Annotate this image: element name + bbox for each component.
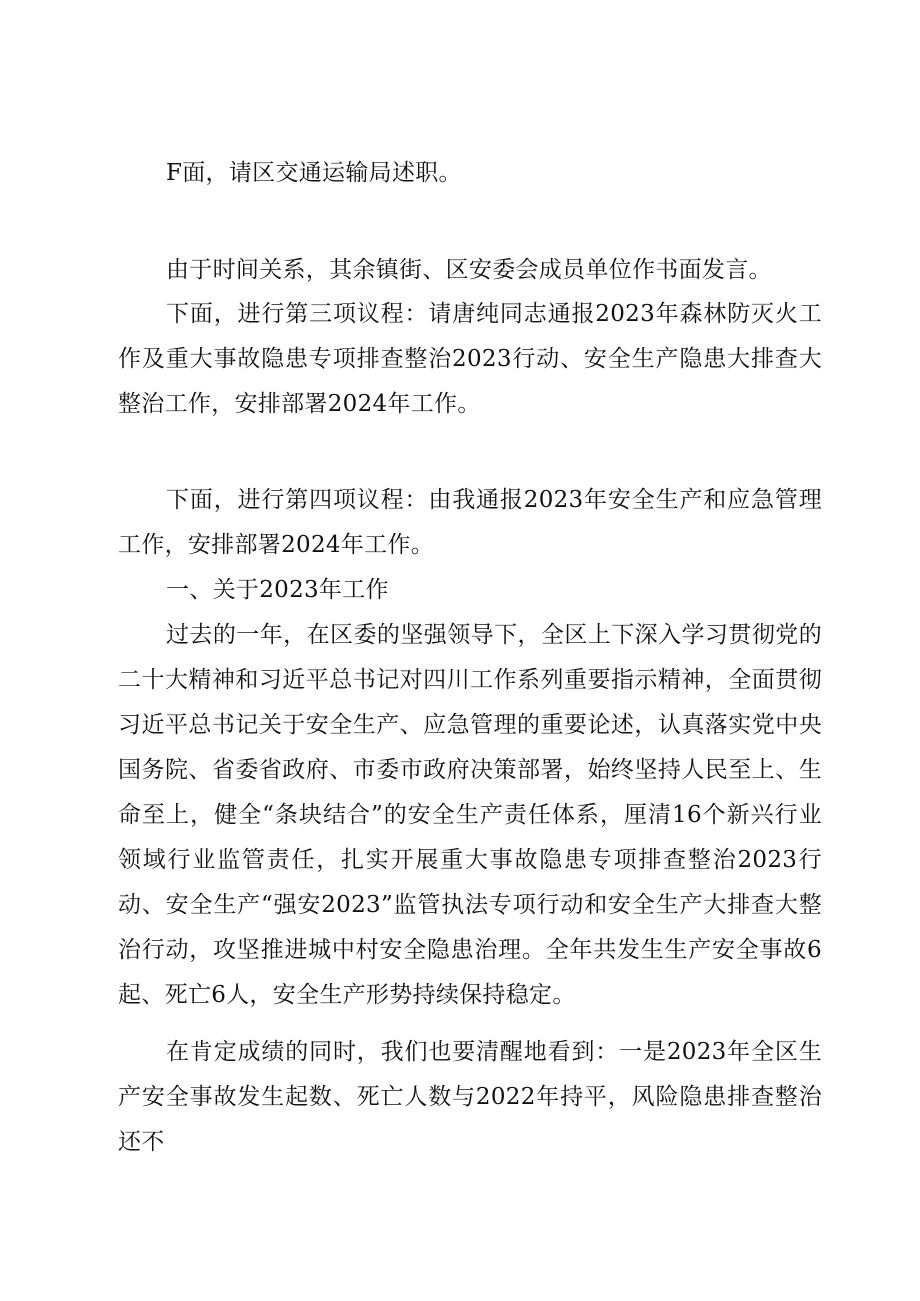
paragraph-past-year-review: 过去的一年，在区委的坚强领导下，全区上下深入学习贯彻党的二十大精神和习近平总书记对四川工作系列重要指示精神，全面贯彻习近平总书记关于安全生产、应急管理的重要论述，认真落实党中央国务院、省委省政府、市委市政府决策部署，始终坚持人民至上、生命至上，健全“条块结合”的安全生产责任体系，厘清16个新兴行业领域行业监管责任，扎实开展重大事故隐患专项排查整治2023行动、安全生产“强安2023”监管执法专项行动和安全生产大排查大整治行动，攻坚推进城中村安全隐患治理。全年共发生生产安全事故6起、死亡6人，安全生产形势持续保持稳定。 — [118, 622, 822, 1008]
section-heading-2023-work: 一、关于2023年工作 — [166, 577, 389, 603]
paragraph-agenda-item-three: 下面，进行第三项议程：请唐纯同志通报2023年森林防灭火工作及重大事故隐患专项排查整治2023行动、安全生产隐患大排查大整治工作，安排部署2024年工作。 — [118, 301, 822, 417]
paragraph-transport-bureau: F面，请区交通运输局述职。 — [166, 160, 462, 186]
paragraph-written-statements: 由于时间关系，其余镇街、区安委会成员单位作书面发言。 — [166, 257, 772, 283]
paragraph-agenda-item-four: 下面，进行第四项议程：由我通报2023年安全生产和应急管理工作，安排部署2024年工作。 — [118, 487, 822, 558]
paragraph-problems: 在肯定成绩的同时，我们也要清醒地看到：一是2023年全区生产安全事故发生起数、死亡人数与2022年持平，风险隐患排查整治还不 — [118, 1039, 822, 1155]
